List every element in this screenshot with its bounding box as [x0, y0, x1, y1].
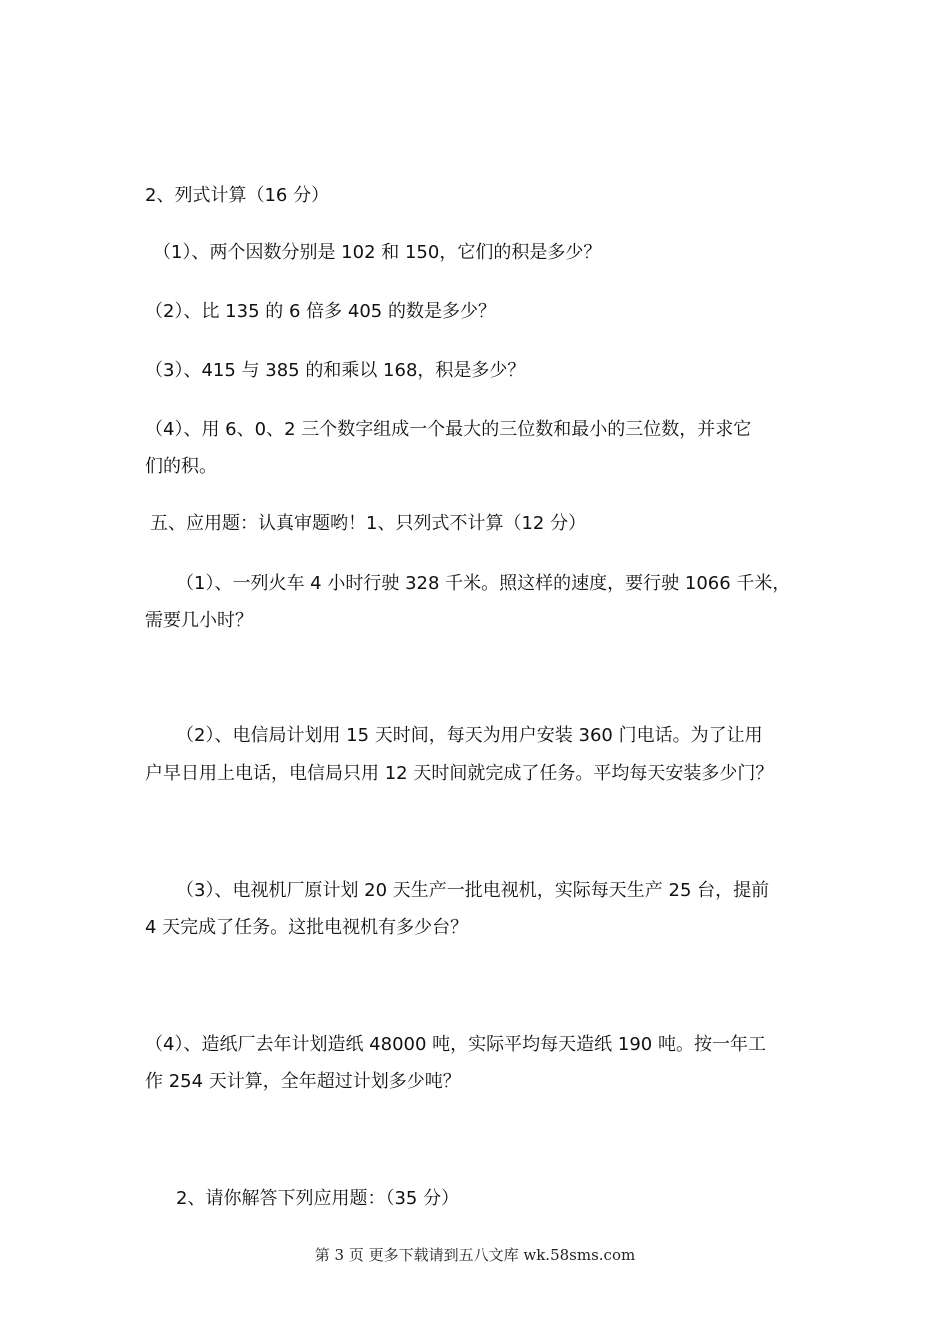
word-problem-continued: 需要几小时？ — [145, 610, 253, 631]
word-problem: （2）、电信局计划用 15 天时间，每天为用户安装 360 门电话。为了让用 — [176, 725, 763, 746]
word-problem: （4）、造纸厂去年计划造纸 48000 吨，实际平均每天造纸 190 吨。按一年工 — [145, 1034, 766, 1055]
question-item: （1）、两个因数分别是 102 和 150，它们的积是多少？ — [153, 242, 602, 263]
section-heading-list-calc: 2、列式计算（16 分） — [145, 185, 330, 206]
word-problem: （3）、电视机厂原计划 20 天生产一批电视机，实际每天生产 25 台，提前 — [176, 880, 770, 901]
question-item-continued: 们的积。 — [145, 456, 217, 477]
word-problem-continued: 4 天完成了任务。这批电视机有多少台？ — [145, 917, 469, 938]
question-item: （3）、415 与 385 的和乘以 168，积是多少？ — [145, 360, 526, 381]
word-problem-continued: 户早日用上电话，电信局只用 12 天时间就完成了任务。平均每天安装多少门？ — [145, 763, 774, 784]
word-problem-continued: 作 254 天计算，全年超过计划多少吨？ — [145, 1071, 461, 1092]
section-heading-solve-problems: 2、请你解答下列应用题：（35 分） — [176, 1188, 460, 1209]
page-footer: 第 3 页 更多下载请到五八文库 wk.58sms.com — [314, 1246, 636, 1264]
word-problem: （1）、一列火车 4 小时行驶 328 千米。照这样的速度，要行驶 1066 千米， — [176, 573, 791, 594]
section-heading-word-problems: 五、应用题：认真审题哟！1、只列式不计算（12 分） — [150, 513, 587, 534]
question-item: （4）、用 6、0、2 三个数字组成一个最大的三位数和最小的三位数，并求它 — [145, 419, 752, 440]
question-item: （2）、比 135 的 6 倍多 405 的数是多少？ — [145, 301, 496, 322]
